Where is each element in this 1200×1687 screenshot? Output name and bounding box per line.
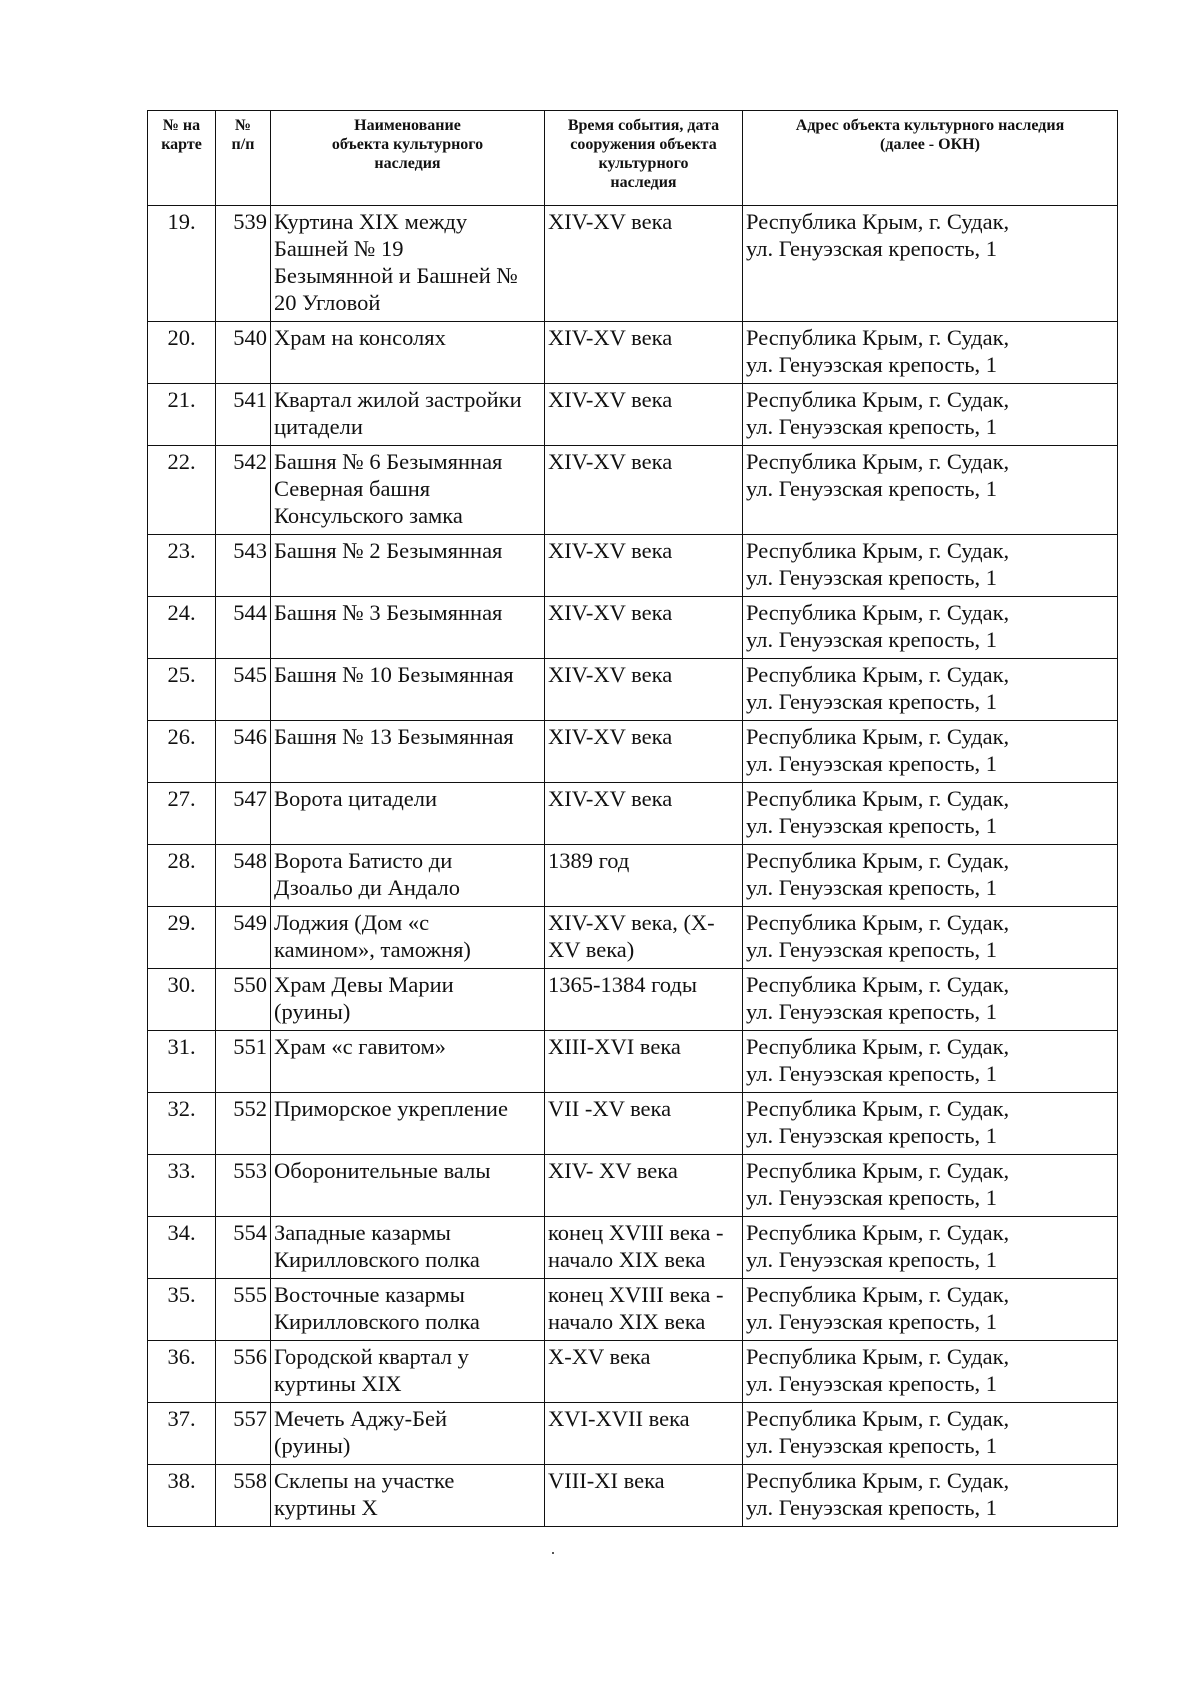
table-row [148,907,1118,969]
cell-object-name: Восточные казармы Кирилловского полка [271,1279,545,1341]
cell-object-name: Храм «с гавитом» [271,1031,545,1093]
cell-map-number: 19. [148,206,216,322]
cell-address: Республика Крым, г. Судак, ул. Генуэзская крепость, 1 [743,907,1118,969]
cell-item-number: 555 [216,1279,271,1341]
table-row [148,597,1118,659]
cell-map-number: 22. [148,446,216,535]
cell-object-name: Ворота цитадели [271,783,545,845]
cell-item-number: 549 [216,907,271,969]
cell-map-number: 25. [148,659,216,721]
table-row [148,1465,1118,1527]
cell-date: VII -XV века [545,1093,743,1155]
cell-address: Республика Крым, г. Судак, ул. Генуэзская крепость, 1 [743,1155,1118,1217]
cell-address: Республика Крым, г. Судак, ул. Генуэзская крепость, 1 [743,1465,1118,1527]
cell-date: XIV-XV века [545,597,743,659]
cell-date: XIV-XV века [545,783,743,845]
table-row [148,969,1118,1031]
table-row [148,1403,1118,1465]
cell-date: XIV-XV века [545,322,743,384]
cell-map-number: 34. [148,1217,216,1279]
cell-object-name: Склепы на участке куртины X [271,1465,545,1527]
cell-item-number: 553 [216,1155,271,1217]
cell-object-name: Приморское укрепление [271,1093,545,1155]
cell-map-number: 32. [148,1093,216,1155]
cell-object-name: Оборонительные валы [271,1155,545,1217]
cell-map-number: 38. [148,1465,216,1527]
cell-date: XIV- XV века [545,1155,743,1217]
table-row [148,1279,1118,1341]
cell-item-number: 540 [216,322,271,384]
cell-map-number: 35. [148,1279,216,1341]
cell-date: конец XVIII века - начало XIX века [545,1279,743,1341]
heritage-objects-table [147,110,1118,1527]
cell-map-number: 27. [148,783,216,845]
cell-date: XIV-XV века [545,384,743,446]
header-object-name: Наименование объекта культурного наследия [271,111,545,206]
cell-map-number: 23. [148,535,216,597]
cell-item-number: 557 [216,1403,271,1465]
table-body [148,206,1118,1527]
table-row [148,721,1118,783]
cell-map-number: 20. [148,322,216,384]
cell-date: XIV-XV века [545,659,743,721]
header-date: Время события, дата сооружения объекта культурного наследия [545,111,743,206]
table-row [148,1155,1118,1217]
cell-map-number: 21. [148,384,216,446]
table-row [148,1217,1118,1279]
table-header-row [148,111,1118,206]
table-row [148,1093,1118,1155]
cell-address: Республика Крым, г. Судак, ул. Генуэзская крепость, 1 [743,1341,1118,1403]
cell-object-name: Куртина XIX между Башней № 19 Безымянной и Башней № 20 Угловой [271,206,545,322]
cell-object-name: Храм на консолях [271,322,545,384]
cell-address: Республика Крым, г. Судак, ул. Генуэзская крепость, 1 [743,659,1118,721]
cell-object-name: Ворота Батисто ди Дзоальо ди Андало [271,845,545,907]
cell-object-name: Башня № 13 Безымянная [271,721,545,783]
cell-item-number: 547 [216,783,271,845]
cell-item-number: 541 [216,384,271,446]
cell-map-number: 26. [148,721,216,783]
cell-map-number: 29. [148,907,216,969]
cell-item-number: 539 [216,206,271,322]
cell-address: Республика Крым, г. Судак, ул. Генуэзская крепость, 1 [743,384,1118,446]
cell-date: 1365-1384 годы [545,969,743,1031]
table-row [148,659,1118,721]
table-row [148,446,1118,535]
cell-date: XIV-XV века [545,721,743,783]
cell-item-number: 544 [216,597,271,659]
cell-address: Республика Крым, г. Судак, ул. Генуэзская крепость, 1 [743,783,1118,845]
cell-item-number: 558 [216,1465,271,1527]
cell-item-number: 548 [216,845,271,907]
cell-address: Республика Крым, г. Судак, ул. Генуэзская крепость, 1 [743,1031,1118,1093]
table-row [148,206,1118,322]
cell-object-name: Западные казармы Кирилловского полка [271,1217,545,1279]
cell-object-name: Башня № 2 Безымянная [271,535,545,597]
cell-item-number: 545 [216,659,271,721]
cell-address: Республика Крым, г. Судак, ул. Генуэзская крепость, 1 [743,969,1118,1031]
cell-map-number: 31. [148,1031,216,1093]
table-row [148,783,1118,845]
cell-item-number: 552 [216,1093,271,1155]
header-item-number: № п/п [216,111,271,206]
cell-date: XIV-XV века [545,446,743,535]
cell-map-number: 28. [148,845,216,907]
table-row [148,1341,1118,1403]
cell-address: Республика Крым, г. Судак, ул. Генуэзская крепость, 1 [743,597,1118,659]
cell-object-name: Храм Девы Марии (руины) [271,969,545,1031]
cell-object-name: Квартал жилой застройки цитадели [271,384,545,446]
cell-address: Республика Крым, г. Судак, ул. Генуэзская крепость, 1 [743,206,1118,322]
cell-date: XIV-XV века [545,206,743,322]
header-address: Адрес объекта культурного наследия (далее - ОКН) [743,111,1118,206]
cell-item-number: 542 [216,446,271,535]
cell-map-number: 24. [148,597,216,659]
cell-date: 1389 год [545,845,743,907]
cell-map-number: 30. [148,969,216,1031]
table-row [148,322,1118,384]
cell-item-number: 554 [216,1217,271,1279]
cell-item-number: 551 [216,1031,271,1093]
cell-date: VIII-XI века [545,1465,743,1527]
cell-object-name: Башня № 10 Безымянная [271,659,545,721]
cell-address: Республика Крым, г. Судак, ул. Генуэзская крепость, 1 [743,1279,1118,1341]
cell-date: X-XV века [545,1341,743,1403]
cell-map-number: 36. [148,1341,216,1403]
cell-date: конец XVIII века - начало XIX века [545,1217,743,1279]
cell-date: XVI-XVII века [545,1403,743,1465]
cell-address: Республика Крым, г. Судак, ул. Генуэзская крепость, 1 [743,1403,1118,1465]
cell-object-name: Башня № 3 Безымянная [271,597,545,659]
cell-map-number: 37. [148,1403,216,1465]
cell-address: Республика Крым, г. Судак, ул. Генуэзская крепость, 1 [743,535,1118,597]
cell-date: XIV-XV века, (X- XV века) [545,907,743,969]
cell-date: XIII-XVI века [545,1031,743,1093]
cell-address: Республика Крым, г. Судак, ул. Генуэзская крепость, 1 [743,322,1118,384]
table-row [148,384,1118,446]
table-row [148,535,1118,597]
cell-address: Республика Крым, г. Судак, ул. Генуэзская крепость, 1 [743,1093,1118,1155]
table-row [148,1031,1118,1093]
cell-item-number: 550 [216,969,271,1031]
cell-address: Республика Крым, г. Судак, ул. Генуэзская крепость, 1 [743,1217,1118,1279]
cell-object-name: Лоджия (Дом «с камином», таможня) [271,907,545,969]
cell-address: Республика Крым, г. Судак, ул. Генуэзская крепость, 1 [743,845,1118,907]
cell-address: Республика Крым, г. Судак, ул. Генуэзская крепость, 1 [743,721,1118,783]
cell-object-name: Мечеть Аджу-Бей (руины) [271,1403,545,1465]
cell-map-number: 33. [148,1155,216,1217]
cell-item-number: 546 [216,721,271,783]
cell-address: Республика Крым, г. Судак, ул. Генуэзская крепость, 1 [743,446,1118,535]
cell-date: XIV-XV века [545,535,743,597]
cell-object-name: Городской квартал у куртины XIX [271,1341,545,1403]
scan-speck [552,1552,554,1554]
cell-object-name: Башня № 6 Безымянная Северная башня Консульского замка [271,446,545,535]
table-row [148,845,1118,907]
header-map-number: № на карте [148,111,216,206]
cell-item-number: 556 [216,1341,271,1403]
cell-item-number: 543 [216,535,271,597]
